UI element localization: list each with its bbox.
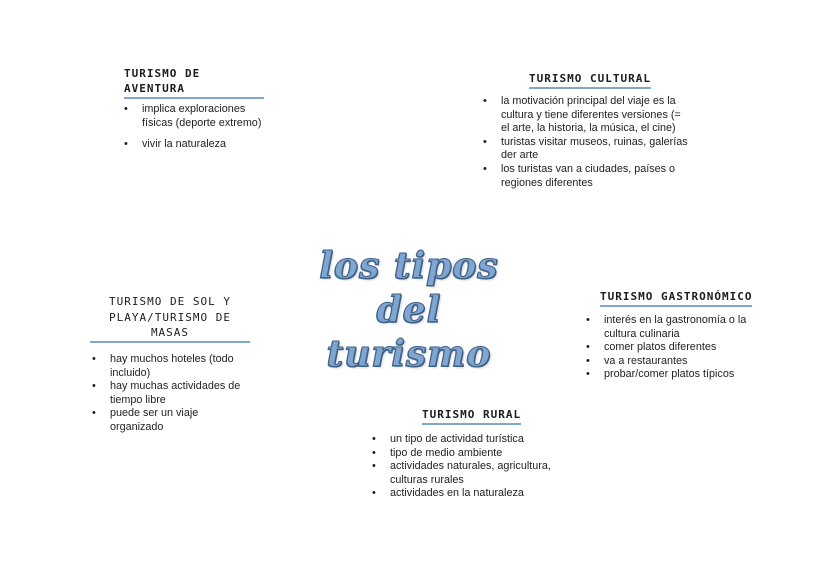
list-cultural bbox=[481, 95, 691, 190]
list-item: • actividades naturales, agricultura, culturas rurales bbox=[370, 460, 560, 487]
section-cultural bbox=[481, 69, 691, 190]
heading-sol-line-2: PLAYA/TURISMO DE MASAS bbox=[90, 310, 250, 343]
list-item: • tipo de medio ambiente bbox=[370, 447, 560, 461]
list-item: • los turistas van a ciudades, países o regiones diferentes bbox=[481, 163, 691, 190]
page-title bbox=[290, 244, 528, 376]
list-item: • un tipo de actividad turística bbox=[370, 433, 560, 447]
heading-rural: TURISMO RURAL bbox=[422, 407, 521, 425]
section-aventura bbox=[124, 66, 264, 160]
list-rural bbox=[370, 433, 560, 501]
list-item: • puede ser un viaje organizado bbox=[90, 407, 250, 434]
list-item: • hay muchos hoteles (todo incluido) bbox=[90, 353, 250, 380]
list-item: • actividades en la naturaleza bbox=[370, 487, 560, 501]
list-item: • interés en la gastronomía o la cultura culinaria bbox=[584, 314, 759, 341]
title-line-2: turismo bbox=[326, 333, 492, 375]
list-item: • va a restaurantes bbox=[584, 355, 759, 369]
section-rural bbox=[370, 405, 570, 501]
list-item: • hay muchas actividades de tiempo libre bbox=[90, 380, 250, 407]
list-item: • probar/comer platos típicos bbox=[584, 368, 759, 382]
heading-sol-line-1: TURISMO DE SOL Y bbox=[109, 295, 231, 308]
list-item: • implica exploraciones físicas (deporte extremo) bbox=[122, 103, 264, 130]
heading-cultural: TURISMO CULTURAL bbox=[529, 71, 651, 89]
list-item: • comer platos diferentes bbox=[584, 341, 759, 355]
heading-aventura: TURISMO DE AVENTURA bbox=[124, 66, 264, 99]
section-sol-y-playa bbox=[90, 292, 260, 435]
list-item: • la motivación principal del viaje es la cultura y tiene diferentes versiones (= el arte, la historia, la música, el cine) bbox=[481, 95, 691, 136]
title-line-1: los tipos del bbox=[319, 245, 499, 331]
list-gastronomico bbox=[584, 314, 759, 382]
section-gastronomico bbox=[584, 287, 764, 382]
list-item: • vivir la naturaleza bbox=[122, 138, 264, 152]
list-item: • turistas visitar museos, ruinas, galerías der arte bbox=[481, 136, 691, 163]
heading-gastronomico: TURISMO GASTRONÓMICO bbox=[600, 289, 752, 307]
list-sol-y-playa bbox=[90, 353, 250, 435]
list-aventura bbox=[122, 103, 264, 152]
